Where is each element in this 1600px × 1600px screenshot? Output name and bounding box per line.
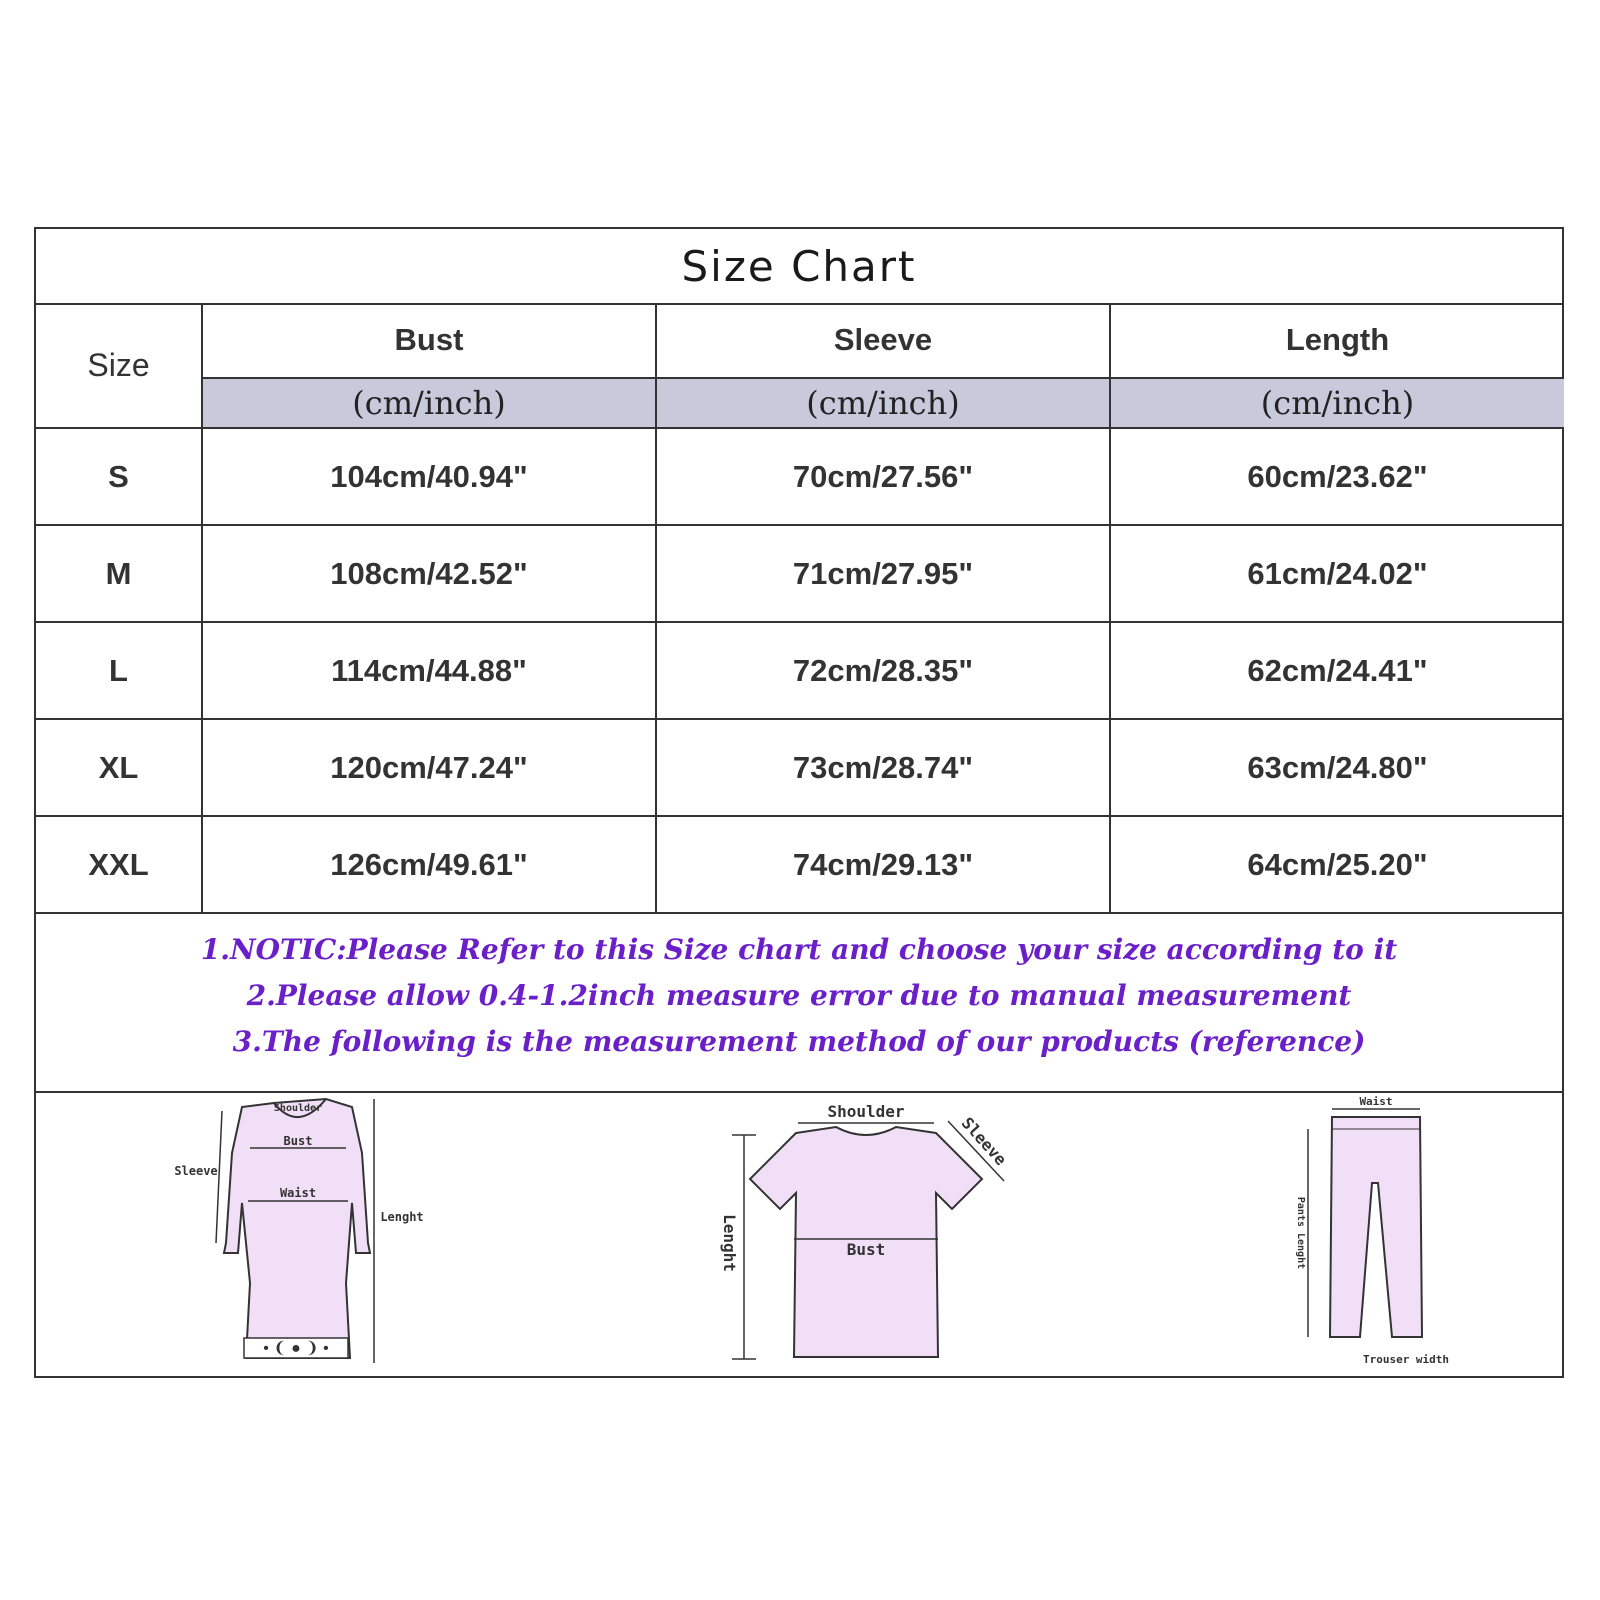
bust-unit: (cm/inch) [202, 378, 656, 428]
size-cell: M [36, 525, 202, 622]
pants-length-label: Pants Lenght [1295, 1196, 1306, 1270]
pants-trouser-width-label: Trouser width [1362, 1353, 1450, 1366]
sleeve-unit: (cm/inch) [656, 378, 1110, 428]
sleeve-cell: 73cm/28.74" [656, 719, 1110, 816]
sleeve-column-header: Sleeve [656, 303, 1110, 378]
length-cell: 62cm/24.41" [1110, 622, 1564, 719]
sleeve-cell: 74cm/29.13" [656, 816, 1110, 913]
size-cell: XXL [36, 816, 202, 913]
size-column-header: Size [36, 303, 202, 428]
sleeve-cell: 71cm/27.95" [656, 525, 1110, 622]
length-cell: 64cm/25.20" [1110, 816, 1564, 913]
dress-waist-label: Waist [279, 1186, 317, 1200]
tshirt-length-label: Lenght [720, 1214, 739, 1272]
tshirt-sleeve-label: Sleeve [957, 1113, 1011, 1170]
note-line: 1.NOTIC:Please Refer to this Size chart and choose your size according to it [200, 933, 1398, 966]
pants-waist-label: Waist [1359, 1095, 1393, 1108]
length-cell: 60cm/23.62" [1110, 428, 1564, 525]
note-line: 2.Please allow 0.4-1.2inch measure error due to manual measurement [246, 979, 1352, 1012]
table-row [36, 622, 1564, 719]
bust-cell: 104cm/40.94" [202, 428, 656, 525]
unit-row [36, 378, 1564, 428]
header-row [36, 303, 1564, 378]
dress-figure [156, 1093, 476, 1378]
length-cell: 61cm/24.02" [1110, 525, 1564, 622]
bust-cell: 114cm/44.88" [202, 622, 656, 719]
bust-cell: 126cm/49.61" [202, 816, 656, 913]
size-cell: L [36, 622, 202, 719]
table-row [36, 816, 1564, 913]
sleeve-cell: 70cm/27.56" [656, 428, 1110, 525]
size-chart-frame [34, 227, 1564, 1378]
dress-length-label: Lenght [380, 1210, 424, 1224]
table-row [36, 719, 1564, 816]
chart-title: Size Chart [36, 229, 1562, 305]
svg-text:• ❨ ● ❩ •: • ❨ ● ❩ • [263, 1340, 329, 1357]
sleeve-cell: 72cm/28.35" [656, 622, 1110, 719]
bust-column-header: Bust [202, 303, 656, 378]
bust-cell: 120cm/47.24" [202, 719, 656, 816]
tshirt-bust-label: Bust [846, 1240, 886, 1259]
length-column-header: Length [1110, 303, 1564, 378]
size-cell: XL [36, 719, 202, 816]
size-cell: S [36, 428, 202, 525]
dress-bust-label: Bust [283, 1134, 313, 1148]
table-row [36, 525, 1564, 622]
size-table [36, 303, 1564, 914]
dress-sleeve-label: Sleeve [174, 1164, 218, 1178]
bust-cell: 108cm/42.52" [202, 525, 656, 622]
note-line: 3.The following is the measurement method of our products (reference) [232, 1025, 1366, 1058]
dress-shoulder-label: Shoulder [273, 1103, 323, 1114]
notes-section [36, 917, 1562, 1093]
tshirt-shoulder-label: Shoulder [827, 1102, 905, 1121]
length-cell: 63cm/24.80" [1110, 719, 1564, 816]
pants-illustration [1330, 1117, 1422, 1337]
pants-figure [1256, 1093, 1456, 1378]
length-unit: (cm/inch) [1110, 378, 1564, 428]
tshirt-figure [686, 1093, 1046, 1378]
table-row [36, 428, 1564, 525]
measurement-figures [36, 1093, 1562, 1378]
